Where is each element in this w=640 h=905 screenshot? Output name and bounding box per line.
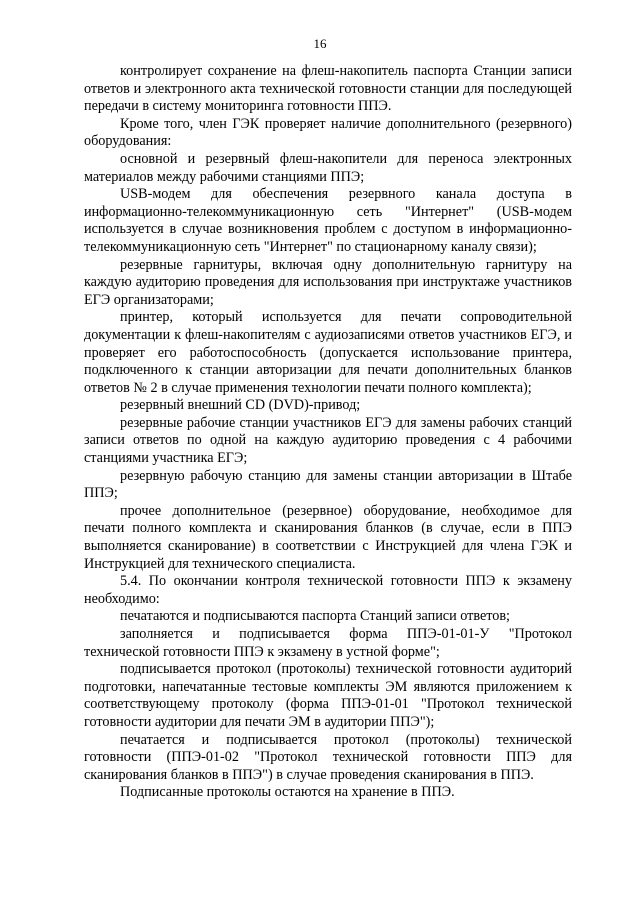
- list-item-print-passports: печатаются и подписываются паспорта Станций записи ответов;: [120, 608, 511, 625]
- page-number: 16: [313, 36, 327, 51]
- paragraph-protocols-storage: Подписанные протоколы остаются на хранение в ППЭ.: [120, 784, 455, 801]
- list-item-printer: принтер, который используется для печати сопроводительной документации к флеш-накопителям с аудиозаписями ответов участников ЕГЭ, и проверяет его работоспособность (допускается использование принтера, подключенного к станции авторизации для печати дополнительных бланков ответов № 2 в случае применения технологии печати полного комплекта);: [84, 309, 572, 396]
- paragraph-continuation: контролирует сохранение на флеш-накопитель паспорта Станции записи ответов и электронного акта технической готовности станции для последующей передачи в систему мониторинга готовности ППЭ.: [84, 63, 572, 115]
- list-item-prep-room-protocol: подписывается протокол (протоколы) технической готовности аудиторий подготовки, напечатанные тестовые комплекты ЭМ являются приложением к соответствующему протоколу (форма ППЭ-01-01 "Протокол технической готовности аудитории для печати ЭМ в аудитории ППЭ");: [84, 661, 572, 730]
- list-item-flash-drives: основной и резервный флеш-накопители для переноса электронных материалов между рабочими станциями ППЭ;: [84, 150, 572, 185]
- list-item-reserve-auth-station: резервную рабочую станцию для замены станции авторизации в Штабе ППЭ;: [84, 467, 572, 502]
- list-item-scan-protocol: печатается и подписывается протокол (протоколы) технической готовности (ППЭ-01-02 "Протокол технической готовности ППЭ для сканирования бланков в ППЭ") в случае проведения сканирования в ППЭ.: [84, 731, 572, 783]
- list-item-reserve-workstations: резервные рабочие станции участников ЕГЭ для замены рабочих станций записи ответов по одной на каждую аудиторию проведения с 4 рабочими станциями участника ЕГЭ;: [84, 414, 572, 467]
- list-item-usb-modem: USB-модем для обеспечения резервного канала доступа в информационно-телекоммуникационную сеть "Интернет" (USB-модем используется в случае возникновения проблем с доступом в информационно-телекоммуникационную сеть "Интернет" по стационарному каналу связи);: [84, 186, 572, 255]
- list-item-headsets: резервные гарнитуры, включая одну дополнительную гарнитуру на каждую аудиторию проведения для использования при инструктаже участников ЕГЭ организаторами;: [84, 256, 572, 308]
- list-item-form-ppe-01-01-u: заполняется и подписывается форма ППЭ-01-01-У "Протокол технической готовности ППЭ к экзамену в устной форме";: [84, 626, 572, 660]
- paragraph-equipment-intro: Кроме того, член ГЭК проверяет наличие дополнительного (резервного) оборудования:: [84, 115, 572, 150]
- list-item-other-equipment: прочее дополнительное (резервное) оборудование, необходимое для печати полного комплекта и сканирования бланков (в случае, если в ППЭ выполняется сканирование) в соответствии с Инструкцией для члена ГЭК и Инструкцией для технического специалиста.: [84, 502, 572, 572]
- document-body: [84, 63, 572, 802]
- section-5-4-heading: 5.4. По окончании контроля технической готовности ППЭ к экзамену необходимо:: [84, 573, 572, 607]
- list-item-cd-drive: резервный внешний CD (DVD)-привод;: [120, 397, 361, 414]
